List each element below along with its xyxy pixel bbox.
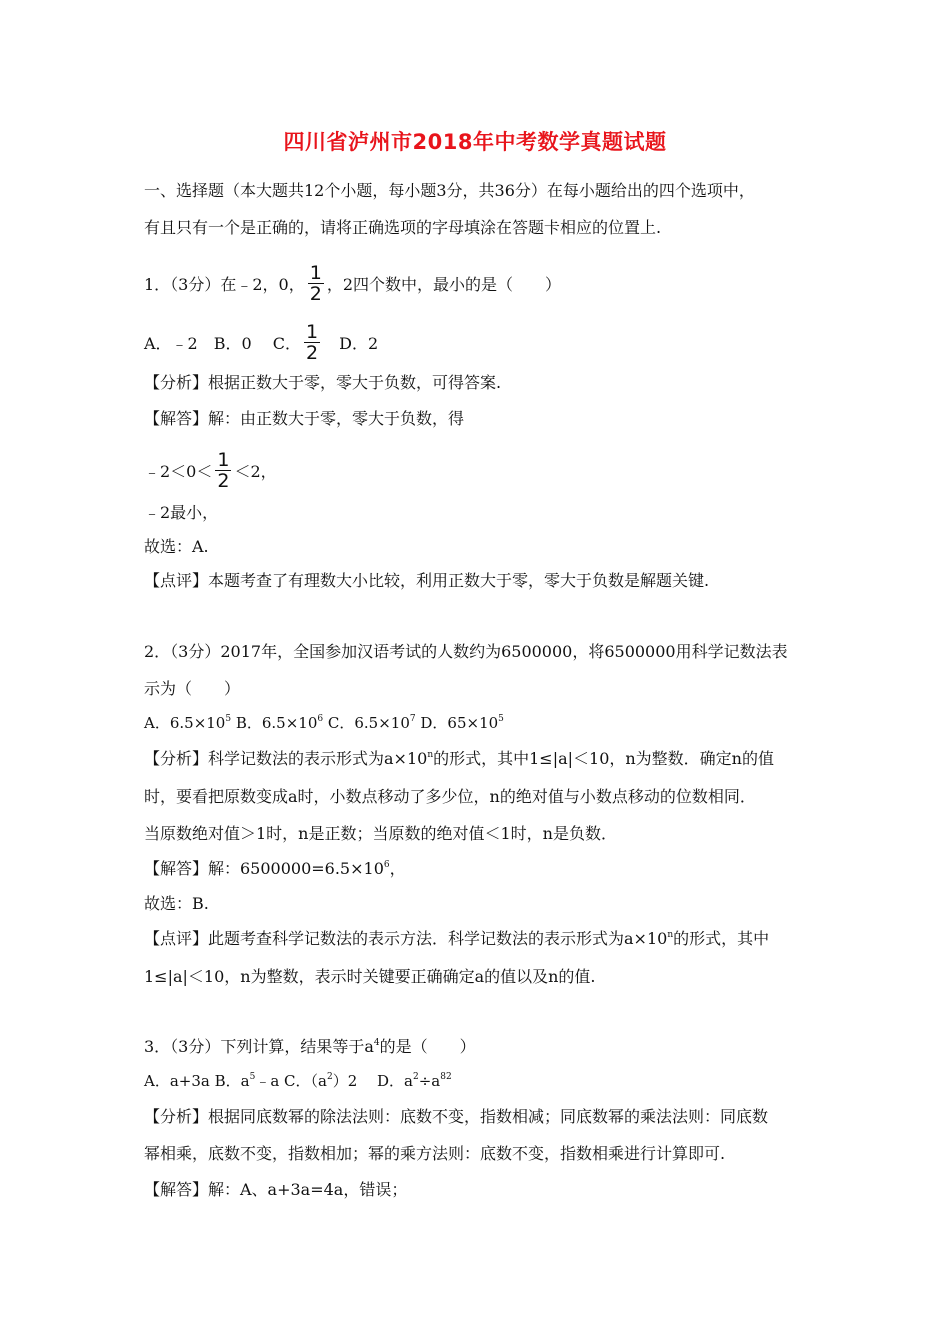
q1-inequality: ﹣2＜0＜ $\frac{1}{2}$ ＜2， [144,449,277,492]
q3-analysis-line-1: 【分析】根据同底数幂的除法法则：底数不变，指数相减；同底数幂的乘法法则：同底数 [144,1107,769,1126]
fraction-one-half: $\frac{1}{2}$ [306,321,319,364]
q2-comment-line-2: 1≤|a|＜10，n为整数，表示时关键要正确确定a的值以及n的值. [144,967,596,986]
q1-answer: 【解答】解：由正数大于零，零大于负数，得 [144,409,465,428]
q3-options: A．a+3a B．$a^5﹣a$ C．$(a^2)2$ D．$a^2\div a^{82}$ [144,1072,452,1090]
page-title: 四川省泸州市2018年中考数学真题试题 [283,130,667,154]
q1-comment: 【点评】本题考查了有理数大小比较，利用正数大于零，零大于负数是解题关键. [144,571,710,590]
q3-analysis-line-2: 幂相乘，底数不变，指数相加；幂的乘方法则：底数不变，指数相乘进行计算即可. [144,1144,726,1163]
q3-answer: 【解答】解：A、a+3a=4a，错误； [144,1180,408,1199]
q2-answer: 【解答】解：$6500000=6.5\times 10^6$， [144,859,406,878]
q2-stem-line-2: 示为（ ） [144,679,241,698]
q1-smallest: ﹣2最小， [144,503,219,522]
q2-analysis-line-3: 当原数绝对值＞1时，n是正数；当原数的绝对值＜1时，n是负数． [144,824,617,843]
q1-choice: 故选：A. [144,537,209,556]
q2-comment-line-1: 【点评】此题考查科学记数法的表示方法．科学记数法的表示形式为$a\times 10^n$的形式，其中 [144,929,770,948]
section-heading-line-2: 有且只有一个是正确的，请将正确选项的字母填涂在答题卡相应的位置上. [144,218,662,237]
q1-stem: 1．（3分）在﹣2，0， $\frac{1}{2}$ ，2四个数中，最小的是（ ） [144,262,562,305]
section-heading-line-1: 一、选择题（本大题共12个小题，每小题3分，共36分）在每小题给出的四个选项中， [144,181,755,200]
q3-stem: 3．（3分）下列计算，结果等于$a^4$的是（ ） [144,1037,476,1056]
q2-analysis-line-1: 【分析】科学记数法的表示形式为$a\times 10^n$的形式，其中1≤|a|＜10，n为整数．确定n的值 [144,749,774,768]
fraction-one-half: $\frac{1}{2}$ [309,262,322,305]
fraction-one-half: $\frac{1}{2}$ [217,449,230,492]
q1-analysis: 【分析】根据正数大于零，零大于负数，可得答案. [144,373,502,392]
q1-options: A．﹣2 B．0 C． $\frac{1}{2}$ D．2 [144,321,379,364]
q2-choice: 故选：B. [144,894,209,913]
q2-analysis-line-2: 时，要看把原数变成a时，小数点移动了多少位，n的绝对值与小数点移动的位数相同． [144,787,756,806]
q2-stem-line-1: 2．（3分）2017年，全国参加汉语考试的人数约为6500000，将6500000用科学记数法表 [144,642,788,661]
q2-options: A．$6.5\times 10^5$ B．$6.5\times 10^6$ C．$6.5\times 10^7$ D．$65\times 10^5$ [144,714,504,732]
